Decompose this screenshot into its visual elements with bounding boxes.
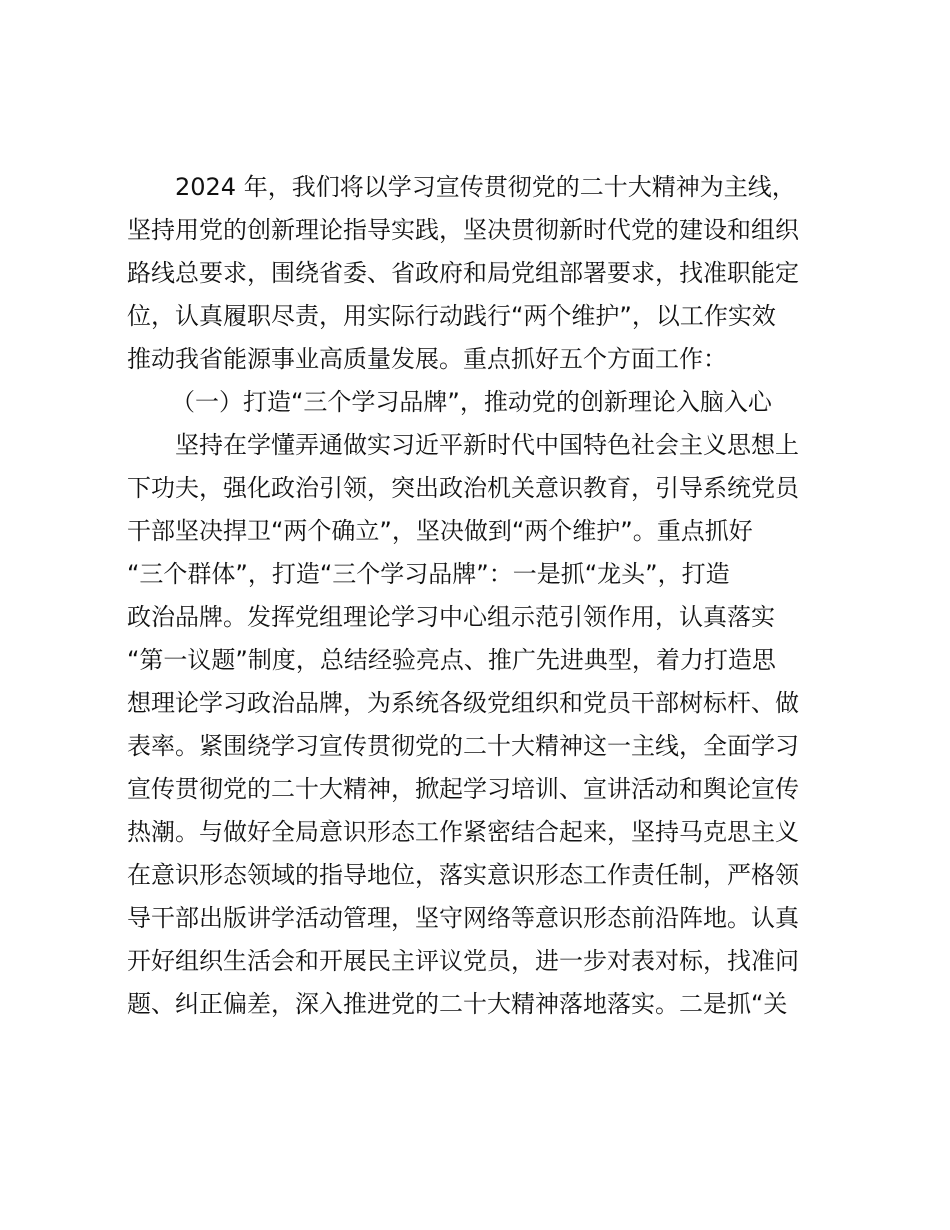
paragraph-line: 导干部出版讲学活动管理，坚守网络等意识形态前沿阵地。认真 xyxy=(127,904,799,932)
paragraph-line: 宣传贯彻党的二十大精神，掀起学习培训、宣讲活动和舆论宣传 xyxy=(127,775,799,803)
paragraph-line: 热潮。与做好全局意识形态工作紧密结合起来，坚持马克思主义 xyxy=(127,818,799,846)
paragraph-line: 下功夫，强化政治引领，突出政治机关意识教育，引导系统党员 xyxy=(127,474,799,502)
document-body xyxy=(127,166,827,1026)
paragraph-line: 位，认真履职尽责，用实际行动践行“两个维护”，以工作实效 xyxy=(127,302,776,330)
paragraph-line: “第一议题”制度，总结经验亮点、推广先进典型，着力打造思 xyxy=(127,646,776,674)
paragraph-line: 路线总要求，围绕省委、省政府和局党组部署要求，找准职能定 xyxy=(127,259,799,287)
paragraph-line: 开好组织生活会和开展民主评议党员，进一步对表对标，找准问 xyxy=(127,947,799,975)
paragraph-line: 表率。紧围绕学习宣传贯彻党的二十大精神这一主线，全面学习 xyxy=(127,732,799,760)
heading-line: （一）打造“三个学习品牌”，推动党的创新理论入脑入心 xyxy=(171,388,772,416)
intro-paragraph xyxy=(127,166,827,381)
paragraph-line: “三个群体”，打造“三个学习品牌”：一是抓“龙头”，打造 xyxy=(127,560,730,588)
section-paragraph xyxy=(127,424,827,1026)
paragraph-line: 坚持用党的创新理论指导实践，坚决贯彻新时代党的建设和组织 xyxy=(127,216,799,244)
paragraph-line: 2024 年，我们将以学习宣传贯彻党的二十大精神为主线， xyxy=(175,173,796,201)
paragraph-line: 题、纠正偏差，深入推进党的二十大精神落地落实。二是抓“关 xyxy=(127,990,788,1018)
paragraph-line: 推动我省能源事业高质量发展。重点抓好五个方面工作： xyxy=(127,345,727,373)
paragraph-line: 干部坚决捍卫“两个确立”，坚决做到“两个维护”。重点抓好 xyxy=(127,517,753,545)
paragraph-line: 想理论学习政治品牌，为系统各级党组织和党员干部树标杆、做 xyxy=(127,689,799,717)
section-heading xyxy=(127,381,827,424)
paragraph-line: 在意识形态领域的指导地位，落实意识形态工作责任制，严格领 xyxy=(127,861,799,889)
paragraph-line: 政治品牌。发挥党组理论学习中心组示范引领作用，认真落实 xyxy=(127,603,775,631)
paragraph-line: 坚持在学懂弄通做实习近平新时代中国特色社会主义思想上 xyxy=(175,431,799,459)
